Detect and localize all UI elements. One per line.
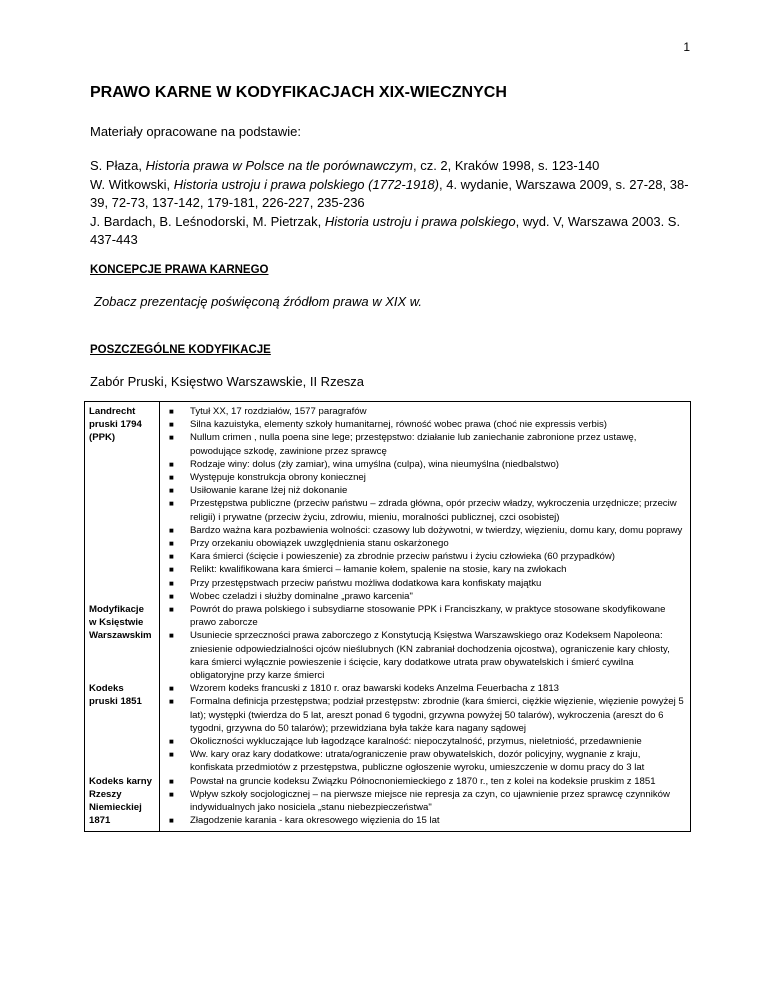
bullet-icon: ■ [169,565,174,575]
bullet-icon: ■ [169,684,174,694]
list-item [164,524,686,537]
list-item [164,603,686,629]
list-item-text: Relikt: kwalifikowana kara śmierci – łamanie kołem, spalenie na stosie, kary na zwłokach [190,564,567,576]
table-row [85,402,691,832]
list-item-text: Tytuł XX, 17 rozdziałów, 1577 paragrafów [190,406,367,417]
list-item [164,563,686,576]
list-item-text: Przy przestępstwach przeciw państwu możliwa dodatkowa kara konfiskaty majątku [190,577,542,589]
reference: W. Witkowski, Historia ustroju i prawa polskiego (1772-1918), 4. wydanie, Warszawa 2009, s. 27-28, 38-39, 72-73, 137-142, 179-181, 226-227, 235-236 [90,176,689,210]
section-name: Kodeks pruski 1851 [89,683,142,708]
page-title: PRAWO KARNE W KODYFIKACJACH XIX-WIECZNYCH [90,84,507,101]
bullet-icon: ■ [169,433,174,443]
presentation-link[interactable]: Zobacz prezentację poświęconą źródłom prawa w XIX w. [94,294,423,309]
list-item-text: Powstał na gruncie kodeksu Związku Północnoniemieckiego z 1870 r., ten z kolei na kodeksie pruskim z 1851 [190,775,656,787]
section-name: Kodeks karny Rzeszy Niemieckiej 1871 [89,775,152,827]
list-item-text: Przy orzekaniu obowiązek uwzględnienia stanu oskarżonego [190,538,449,550]
bullet-icon: ■ [169,789,174,799]
section-items-column [160,402,691,832]
codifications-table [84,401,691,832]
list-item-text: Bardzo ważna kara pozbawienia wolności: czasowy lub dożywotni, w twierdzy, więzieniu, domu kary, domu poprawy [190,524,683,536]
reference: S. Płaza, Historia prawa w Polsce na tle porównawczym, cz. 2, Kraków 1998, s. 123-140 [90,158,600,173]
bullet-icon: ■ [169,750,174,760]
list-item [164,431,686,457]
list-item [164,814,686,827]
list-item-text: Rodzaje winy: dolus (zły zamiar), wina umyślna (culpa), wina nieumyślna (niedbalstwo) [190,458,559,470]
list-item-text: Usuniecie sprzeczności prawa zaborczego z Konstytucją Księstwa Warszawskiego oraz Kodeksem Napoleona: zniesienie odpowiedzialności ojców nieślubnych (KN zabraniał dochodzenia ojcostwa), ograniczenie kary chłosty, kara śmierci wyłącznie powieszenie i ścięcie, kary dodatkowe utrata praw obywatelskich i śmierć cywilna obligatoryjne przy karze śmierci [190,630,670,682]
list-item [164,775,686,788]
section-heading-codifications: POSZCZEGÓLNE KODYFIKACJE [90,344,271,356]
section-heading-concepts: KONCEPCJE PRAWA KARNEGO [90,264,269,276]
bullet-icon: ■ [169,591,174,601]
bullet-icon: ■ [169,525,174,535]
list-item [164,537,686,550]
list-item-text: Nullum crimen , nulla poena sine lege; przestępstwo: działanie lub zaniechanie zabronione przez ustawę, powodujące szkodę, zawinione przez sprawcę [190,432,637,457]
list-item [164,484,686,497]
bullet-icon: ■ [169,407,174,416]
bullet-icon: ■ [169,420,174,430]
bullet-icon: ■ [169,605,174,615]
list-item [164,682,686,695]
list-item [164,695,686,735]
bullet-icon: ■ [169,776,174,786]
section-name: Modyfikacje w Księstwie Warszawskim [89,604,152,642]
list-item-text: Usiłowanie karane lżej niż dokonanie [190,485,348,497]
list-item [164,788,686,814]
reference: J. Bardach, B. Leśnodorski, M. Pietrzak, Historia ustroju i prawa polskiego, wyd. V, Warszawa 2003. S. 437-443 [90,213,681,247]
page-number: 1 [683,40,690,54]
list-item [164,418,686,431]
list-item-text: Silna kazuistyka, elementy szkoły humanitarnej, równość wobec prawa (choć nie expressis verbis) [190,419,607,431]
list-item-text: Kara śmierci (ścięcie i powieszenie) za zbrodnie przeciw państwu i życiu człowieka (60 przypadków) [190,551,615,563]
list-item-text: Występuje konstrukcja obrony koniecznej [190,472,366,484]
list-item-text: Wpływ szkoły socjologicznej – na pierwsze miejsce nie represja za czyn, co ujawnienie przez sprawcę czynników indywidualnych jako nosiciela „stanu niebezpieczeństwa" [190,788,670,814]
list-item [164,471,686,484]
bullet-icon: ■ [169,486,174,496]
bullet-icon: ■ [169,539,174,549]
list-item [164,629,686,682]
list-item [164,590,686,603]
list-item [164,550,686,563]
bullet-icon: ■ [169,816,174,826]
bullet-icon: ■ [169,737,174,747]
list-item-text: Powrót do prawa polskiego i subsydiarne stosowanie PPK i Franciszkany, w praktyce stosowane skodyfikowane prawo zaborcze [190,604,666,629]
bullet-icon: ■ [169,459,174,469]
list-item [164,577,686,590]
section-name: Landrecht pruski 1794 (PPK) [89,406,142,444]
list-item [164,405,686,418]
list-item-text: Okoliczności wykluczające lub łagodzące karalność: niepoczytalność, przymus, nieletniość, przedawnienie [190,736,642,748]
list-item-text: Przestępstwa publiczne (przeciw państwu – zdrada główna, opór przeciw władzy, wykroczenia urzędnicze; przeciw religii) i prywatne (przeciw życiu, zdrowiu, mieniu, moralności publicznej, czci osobistej) [190,498,677,523]
bullet-icon: ■ [169,499,174,509]
materials-intro: Materiały opracowane na podstawie: [90,124,302,139]
list-item [164,458,686,471]
list-item-text: Formalna definicja przestępstwa; podział przestępstw: zbrodnie (kara śmierci, ciężkie więzienie, więzienie powyżej 5 lat); występki (twierdza do 5 lat, areszt ponad 6 tygodni, grzywna powyżej 50 talarów), wykroczenia (areszt do 6 tygodni, grzywna do 50 talarów); przewidziana była także kara nagany sądowej [190,696,684,734]
bullet-icon: ■ [169,578,174,588]
references-list [90,157,690,250]
bullet-icon: ■ [169,631,174,641]
list-item-text: Wobec czeladzi i służby dominalne „prawo karcenia" [190,590,413,602]
list-item-text: Ww. kary oraz kary dodatkowe: utrata/ograniczenie praw obywatelskich, dozór policyjny, wygnanie z kraju, konfiskata przedmiotów z przestępstwa, publiczne ogłoszenie wyroku, umieszczenie w domu pracy do 3 lat [190,749,645,774]
list-item [164,735,686,748]
bullet-icon: ■ [169,697,174,707]
list-item-text: Wzorem kodeks francuski z 1810 r. oraz bawarski kodeks Anzelma Feuerbacha z 1813 [190,683,560,695]
subheading: Zabór Pruski, Księstwo Warszawskie, II Rzesza [90,374,365,389]
bullet-icon: ■ [169,473,174,483]
section-names-column [85,402,160,832]
bullet-icon: ■ [169,552,174,562]
list-item-text: Złagodzenie karania - kara okresowego więzienia do 15 lat [190,815,440,827]
list-item [164,497,686,523]
list-item [164,748,686,774]
